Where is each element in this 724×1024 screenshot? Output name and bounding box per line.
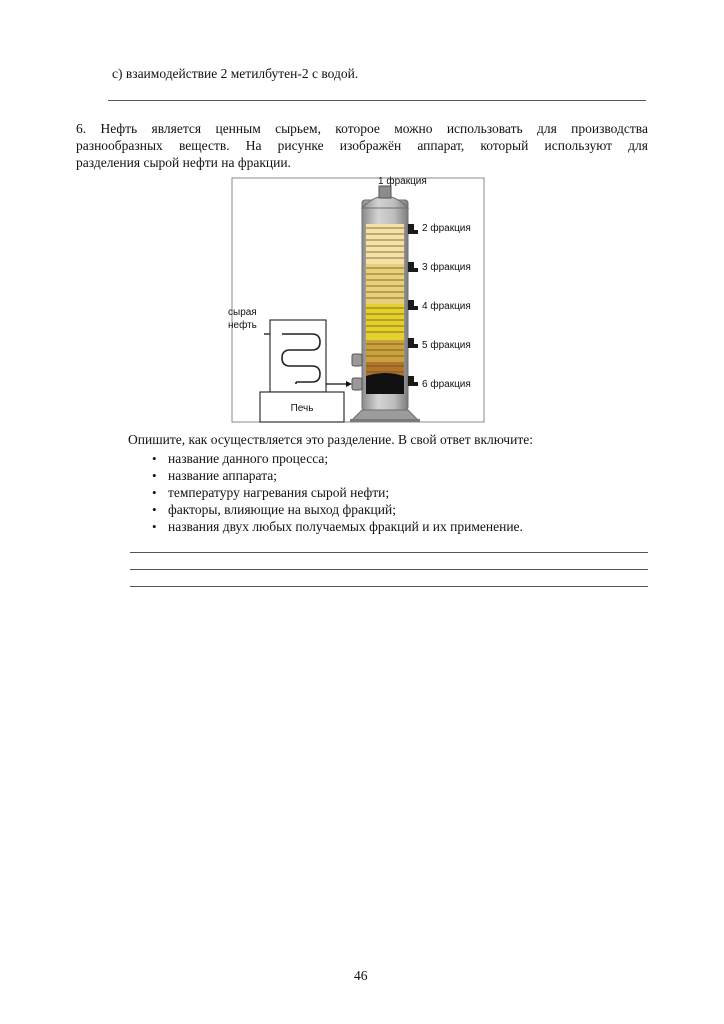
list-item: • названия двух любых получаемых фракций и их применение.: [152, 518, 523, 535]
answer-line: [108, 100, 646, 101]
question-line: 6. Нефть является ценным сырьем, которое можно использовать для производства: [76, 121, 648, 136]
question-line: разнообразных веществ. На рисунке изображён аппарат, который используют для: [76, 138, 648, 153]
list-item: • название данного процесса;: [152, 450, 523, 467]
list-item: • факторы, влияющие на выход фракций;: [152, 501, 523, 518]
instructions-lead: Опишите, как осуществляется это разделение. В свой ответ включите:: [128, 432, 533, 447]
page-number: 46: [354, 968, 368, 983]
fraction-6-label: 6 фракция: [422, 379, 471, 390]
list-item: • температуру нагревания сырой нефти;: [152, 484, 523, 501]
raw-oil-label-1: сырая: [228, 307, 257, 318]
answer-line: [130, 569, 648, 570]
answer-line: [130, 552, 648, 553]
raw-oil-label-2: нефть: [228, 320, 257, 331]
answer-line: [130, 586, 648, 587]
fraction-3-label: 3 фракция: [422, 262, 471, 273]
fraction-outlets: [408, 224, 418, 386]
furnace-label: Печь: [290, 403, 314, 414]
fraction-1-label: 1 фракция: [378, 176, 427, 187]
fraction-5-label: 5 фракция: [422, 340, 471, 351]
fraction-2-label: 2 фракция: [422, 223, 471, 234]
previous-item-text: c) взаимодействие 2 метилбутен-2 с водой.: [112, 66, 359, 81]
feed-arrowhead: [346, 381, 352, 387]
question-line: разделения сырой нефти на фракции.: [76, 155, 291, 170]
column-fractions-fill: [366, 224, 404, 394]
distillation-column-figure: [222, 172, 492, 428]
instructions-list: [152, 450, 523, 535]
fraction-4-label: 4 фракция: [422, 301, 471, 312]
question-6-text: [76, 120, 648, 171]
list-item: • название аппарата;: [152, 467, 523, 484]
inlet-lower: [352, 378, 362, 390]
inlet-upper: [352, 354, 362, 366]
